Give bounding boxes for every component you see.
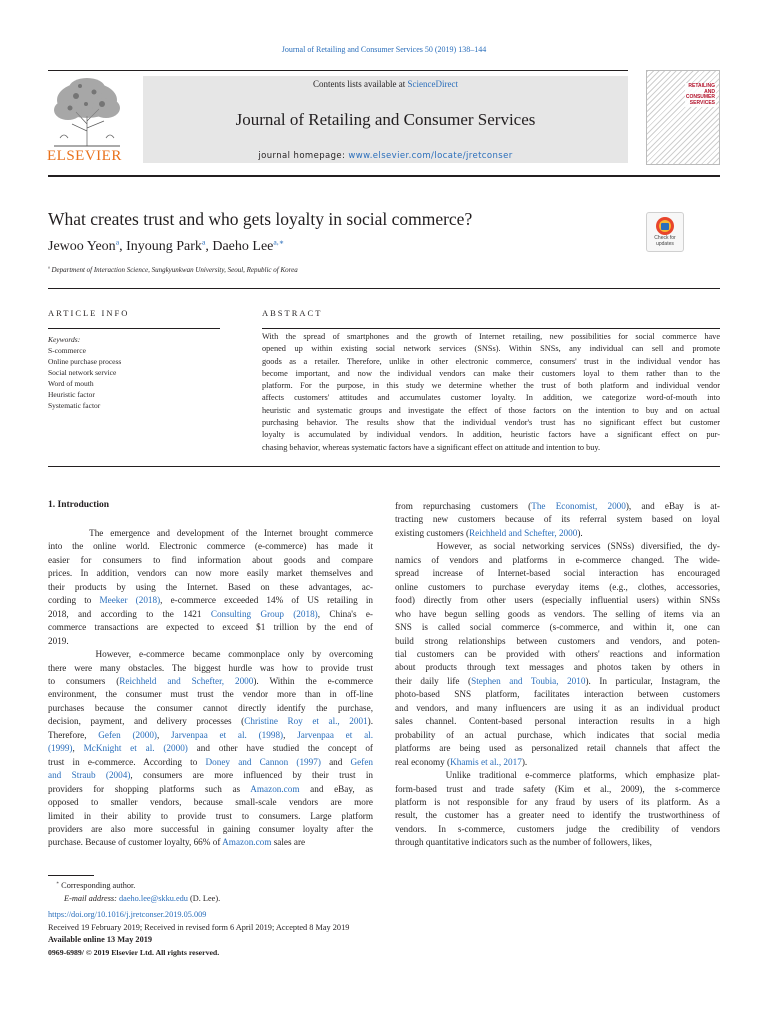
contents-line — [143, 79, 628, 89]
text-segment: environment, the consumer must trust the vendor more than in off-line — [48, 689, 373, 700]
text-segment: platform is not responsible for any fraud by users of its platform. As a — [395, 796, 720, 807]
citation-link[interactable]: Gefen — [350, 756, 373, 767]
author-affiliation-marker[interactable]: a,∗ — [273, 237, 284, 247]
abstract-text — [262, 331, 720, 454]
author-name[interactable]: Inyoung Park — [126, 239, 202, 254]
text-segment: easier for consumers to find information about goods and compare — [48, 554, 373, 565]
text-line — [395, 540, 720, 553]
text-segment: purchase. Because of customer loyalty, 66% of — [48, 837, 223, 848]
keyword-item[interactable]: Online purchase process — [48, 357, 122, 366]
text-segment: their products by using the Internet. Based on these advantages, ac- — [48, 581, 373, 592]
text-segment: food) directly from other users (especially influential users) within SNSs — [395, 595, 720, 606]
text-segment: SNS is called social commerce (s-commerce, and within it, one can — [395, 622, 720, 633]
text-line — [395, 635, 720, 648]
text-line — [395, 783, 720, 796]
text-line — [48, 823, 373, 836]
cover-title: RETAILING AND CONSUMER SERVICES — [685, 83, 715, 106]
text-segment: existing customers ( — [395, 527, 469, 538]
text-line — [395, 648, 720, 661]
article-title: What creates trust and who gets loyalty in social commerce? — [48, 209, 473, 229]
text-line — [48, 688, 373, 701]
text-line — [395, 621, 720, 634]
abstract-line: platform. For the purpose, in this study we determine whether the trust of both platform and individual vendor — [262, 381, 720, 391]
author-name[interactable]: Jewoo Yeon — [48, 239, 116, 254]
citation-link[interactable]: Khamis et al., 2017 — [450, 756, 522, 767]
author-affiliation-marker[interactable]: a — [115, 237, 120, 247]
journal-cover-thumbnail[interactable] — [646, 70, 720, 165]
text-line — [48, 756, 373, 769]
text-line — [48, 810, 373, 823]
text-line — [48, 635, 373, 648]
abstract-rule — [262, 328, 720, 329]
text-line — [48, 702, 373, 715]
email-line — [48, 893, 448, 906]
body-column-right — [395, 500, 720, 850]
text-segment: Therefore, — [48, 729, 99, 740]
text-segment: , — [72, 743, 84, 754]
text-line — [395, 675, 720, 688]
contents-prefix: Contents lists available at — [313, 79, 408, 89]
journal-homepage — [143, 151, 628, 161]
citation-link[interactable]: Amazon.com — [222, 837, 272, 848]
text-segment: about products through text messages and photos taken by others in — [395, 662, 720, 673]
text-segment: probability of an actual purchase, which indicates that social media — [395, 729, 720, 740]
text-segment: prices. In addition, vendors can now more easily market themselves and — [48, 568, 373, 579]
header-bottom-rule — [48, 175, 720, 177]
citation-link[interactable]: Jarvenpaa et al. — [297, 729, 373, 740]
text-segment: platforms are being used as personalized retail channels that affect the — [395, 743, 720, 754]
abstract-line: chasing behavior, whereas systematic factors have a significant effect on attitude and intention to buy. — [262, 442, 601, 452]
text-line — [395, 608, 720, 621]
citation-link[interactable]: Reichheld and Schefter, 2000 — [469, 527, 578, 538]
text-line — [395, 688, 720, 701]
text-line — [395, 729, 720, 742]
publisher-logo-text: ELSEVIER — [47, 148, 122, 164]
citation-link[interactable]: Consulting Group (2018) — [210, 608, 318, 619]
citation-link[interactable]: Christine Roy et al., 2001 — [244, 716, 368, 727]
keyword-item[interactable]: Systematic factor — [48, 401, 101, 410]
author-list — [48, 239, 284, 255]
text-segment: cording to — [48, 595, 100, 606]
author-affiliation-marker[interactable]: a — [201, 237, 206, 247]
text-segment: tracting new customers because of its referral system based on loyal — [395, 514, 720, 525]
text-line — [48, 662, 373, 675]
text-line — [395, 769, 720, 782]
text-line — [395, 809, 720, 822]
text-segment: and vendors, and many influencers are using it as an individual product — [395, 702, 720, 713]
text-line — [48, 796, 373, 809]
keywords-block — [48, 334, 121, 411]
text-segment: ). — [367, 716, 373, 727]
email-link[interactable]: daeho.lee@skku.edu — [119, 893, 188, 903]
text-segment: decision, payment, and delivery processes ( — [48, 716, 245, 727]
text-segment: who have begun selling goods as vendors. The selling of items via an — [395, 608, 720, 619]
text-segment: and — [320, 756, 351, 767]
citation-link[interactable]: Doney and Cannon (1997) — [205, 756, 321, 767]
keywords-label: Keywords: — [48, 335, 81, 344]
text-line — [395, 836, 720, 849]
text-line — [48, 581, 373, 594]
text-segment: Unlike traditional e-commerce platforms, which emphasize plat- — [395, 770, 720, 781]
text-line — [395, 527, 720, 540]
citation-link[interactable]: Reichheld and Schefter, 2000 — [119, 675, 254, 686]
corresponding-text: Corresponding author. — [61, 881, 136, 890]
text-segment: trust in e-commerce. According to — [48, 756, 206, 767]
citation-link[interactable]: Amazon.com — [250, 783, 300, 794]
keyword-item[interactable]: Heuristic factor — [48, 390, 95, 399]
text-segment: , China's e- — [317, 608, 373, 619]
text-line — [48, 675, 373, 688]
abstract-line: affects customers' attitudes and accumulates customer loyalty. In addition, we categorize word-of-mouth into — [262, 393, 720, 403]
article-info-rule — [48, 328, 220, 329]
abstract-line: opened up within existing social network services (SNSs). Within SNSs, any individual can sell and promote — [262, 344, 720, 354]
footnote-rule — [48, 875, 94, 876]
text-segment: , — [283, 729, 298, 740]
text-segment: vendors. In s-commerce, customers judge the credibility of vendors — [395, 823, 720, 834]
text-segment: purchases because the consumer cannot directly identify the purchase, — [48, 702, 373, 713]
text-segment: opposed to smaller vendors, because small-scale vendors are more — [48, 797, 373, 808]
text-segment: ). — [521, 756, 528, 767]
text-line — [395, 513, 720, 526]
text-segment: through quantitative indicators such as the number of followers, likes, — [395, 837, 652, 848]
citation-link[interactable]: Stephen and Toubia, 2010 — [471, 675, 586, 686]
abstract-line: heuristic and systematic groups and investigate the effect of those factors on the intention to buy and on actual — [262, 405, 720, 415]
text-segment: ). — [577, 527, 583, 538]
footnotes — [48, 880, 448, 959]
text-segment: However, e-commerce became commonplace only by overcoming — [48, 649, 373, 660]
text-segment: 2019. — [48, 635, 69, 646]
article-info-top-rule — [48, 288, 720, 289]
abstract-heading: ABSTRACT — [262, 308, 323, 318]
citation-link[interactable]: (1999) — [48, 743, 73, 754]
text-line — [48, 769, 373, 782]
text-segment: to consumers ( — [48, 675, 120, 686]
keyword-item[interactable]: Word of mouth — [48, 379, 94, 388]
citation-link[interactable]: The Economist, 2000 — [531, 501, 626, 511]
keyword-item[interactable]: Social network service — [48, 368, 117, 377]
text-segment: ). In particular, Instagram, the — [585, 675, 720, 686]
abstract-line: become important, and now the individual vendors can make their customers loyal to them rather than to the — [262, 368, 720, 378]
journal-banner — [143, 76, 628, 163]
body-column-left — [48, 527, 373, 850]
text-segment: The emergence and development of the Internet brought commerce — [48, 528, 373, 538]
text-line — [395, 661, 720, 674]
copyright-line: 0969-6989/ © 2019 Elsevier Ltd. All rights reserved. — [48, 947, 220, 957]
text-line — [395, 756, 720, 769]
text-line — [48, 836, 373, 849]
sciencedirect-link[interactable]: ScienceDirect — [407, 79, 458, 89]
homepage-link[interactable]: www.elsevier.com/locate/jretconser — [348, 151, 513, 161]
available-online: Available online 13 May 2019 — [48, 935, 153, 944]
journal-name: Journal of Retailing and Consumer Services — [235, 110, 536, 129]
text-segment: providers are also more successful in gaining consumer loyalty after the — [48, 823, 373, 834]
elsevier-tree-logo — [46, 76, 128, 148]
abstract-bottom-rule — [48, 466, 720, 467]
text-line — [395, 796, 720, 809]
author-separator: , — [205, 239, 213, 254]
abstract-line: purchasing behavior. The results show that the individual vendor's trust has no significant effect but customer — [262, 418, 720, 428]
citation-link[interactable]: McKnight et al. (2000) — [83, 743, 188, 754]
abstract-line: With the spread of smartphones and the growth of Internet retailing, new possibilities for social commerce have — [262, 332, 720, 341]
text-line — [48, 608, 373, 621]
text-line — [48, 742, 373, 755]
author-name[interactable]: Daeho Lee — [212, 239, 274, 254]
text-line — [395, 567, 720, 580]
homepage-prefix: journal homepage: — [258, 151, 349, 161]
text-line — [395, 702, 720, 715]
text-segment: commerce transactions are expected to exceed $1 trillion by the end of — [48, 622, 373, 633]
text-line — [48, 554, 373, 567]
text-line — [395, 823, 720, 836]
text-segment: there were many obstacles. The biggest hurdle was how to provide trust — [48, 662, 373, 673]
text-line — [48, 527, 373, 540]
text-segment: build strong relationships between customers and vendors, and poten- — [395, 635, 720, 646]
text-segment: , consumers are more influenced by their trust in — [130, 770, 373, 781]
text-line — [395, 554, 720, 567]
abstract-line: loyalty is accumulated by individual vendors. In addition, heuristic factors have a significant effect on pur- — [262, 430, 720, 440]
affiliation-text: Department of Interaction Science, Sungkyunkwan University, Seoul, Republic of Korea — [51, 266, 298, 274]
citation-link[interactable]: Gefen (2000) — [98, 729, 157, 740]
text-line — [395, 594, 720, 607]
journal-citation[interactable]: Journal of Retailing and Consumer Services 50 (2019) 138–144 — [281, 45, 487, 54]
text-line — [395, 500, 720, 513]
text-line — [48, 729, 373, 742]
text-segment: sales channel. Content-based personal interaction results in a high — [395, 716, 720, 727]
text-line — [395, 581, 720, 594]
text-line — [48, 621, 373, 634]
text-segment: , e-commerce exceeded 14% of US retailing in — [160, 595, 373, 606]
corresponding-mark: ∗ — [56, 880, 60, 886]
text-segment: into the online world. Electronic commerce (e-commerce) has made it — [48, 541, 373, 552]
text-segment: result, the customer has a greater need to identify the trustworthiness of — [395, 810, 720, 821]
text-line — [395, 715, 720, 728]
text-segment: limited in their ability to provide trust to consumers. Large platform — [48, 810, 373, 821]
text-segment: , — [156, 729, 172, 740]
keyword-item[interactable]: S-commerce — [48, 346, 86, 355]
article-info-heading: ARTICLE INFO — [48, 308, 130, 318]
text-segment: However, as social networking services (SNSs) diversified, the dy- — [395, 541, 720, 552]
text-segment: namics of vendors and platforms in e-commerce changed. The wide- — [395, 554, 720, 565]
text-line — [48, 715, 373, 728]
corresponding-author-note — [48, 880, 448, 893]
citation-link[interactable]: Jarvenpaa et al. (1998) — [171, 729, 284, 740]
text-segment: ), and eBay is at- — [625, 501, 720, 511]
abstract-line: goods as a retailer. Therefore, unlike in other electronic commerce, consumers' trust in the individual vendor has — [262, 356, 720, 366]
text-segment: online customers to purchase everyday items (e.g., clothes, accessories, — [395, 581, 720, 592]
text-segment: from repurchasing customers ( — [395, 501, 532, 511]
text-segment: real economy ( — [395, 756, 451, 767]
check-for-updates-button[interactable] — [646, 212, 684, 252]
citation-link[interactable]: and Straub (2004) — [48, 770, 131, 781]
text-segment: form-based trust and trade safety (Kim et al., 2009), the s-commerce — [395, 783, 720, 794]
text-line — [395, 742, 720, 755]
text-segment: ). Within the e-commerce — [253, 675, 373, 686]
text-segment: and other have studied the concept of — [187, 743, 373, 754]
text-segment: 2018, and according to the 1421 — [48, 608, 211, 619]
text-line — [48, 594, 373, 607]
text-segment: photo-based SNS platform, facilitates interaction between customers — [395, 689, 720, 700]
text-segment: providers for shopping platforms such as — [48, 783, 251, 794]
text-segment: tial customers can be provided with others' reactions and information — [395, 648, 720, 659]
citation-link[interactable]: Meeker (2018) — [99, 595, 161, 606]
email-suffix: (D. Lee). — [187, 893, 221, 903]
text-line — [48, 783, 373, 796]
text-segment: sales are — [271, 837, 306, 848]
received-dates: Received 19 February 2019; Received in revised form 6 April 2019; Accepted 8 May 2019 — [48, 922, 350, 932]
affiliation — [48, 266, 298, 274]
author-separator: , — [119, 239, 127, 254]
text-line — [48, 648, 373, 661]
section-heading-introduction: 1. Introduction — [48, 500, 110, 510]
text-line — [48, 540, 373, 553]
text-segment: and eBay, as — [299, 783, 373, 794]
doi-link[interactable]: https://doi.org/10.1016/j.jretconser.2019.05.009 — [48, 910, 207, 919]
affiliation-marker: a — [48, 265, 50, 270]
text-line — [48, 567, 373, 580]
text-segment: spread increase of Internet-based social interaction has encouraged — [395, 568, 720, 579]
header-top-rule — [48, 70, 628, 71]
text-segment: their daily life ( — [395, 675, 472, 686]
check-for-updates-label: Check for updates — [654, 235, 676, 247]
email-label: E-mail address: — [64, 893, 119, 903]
